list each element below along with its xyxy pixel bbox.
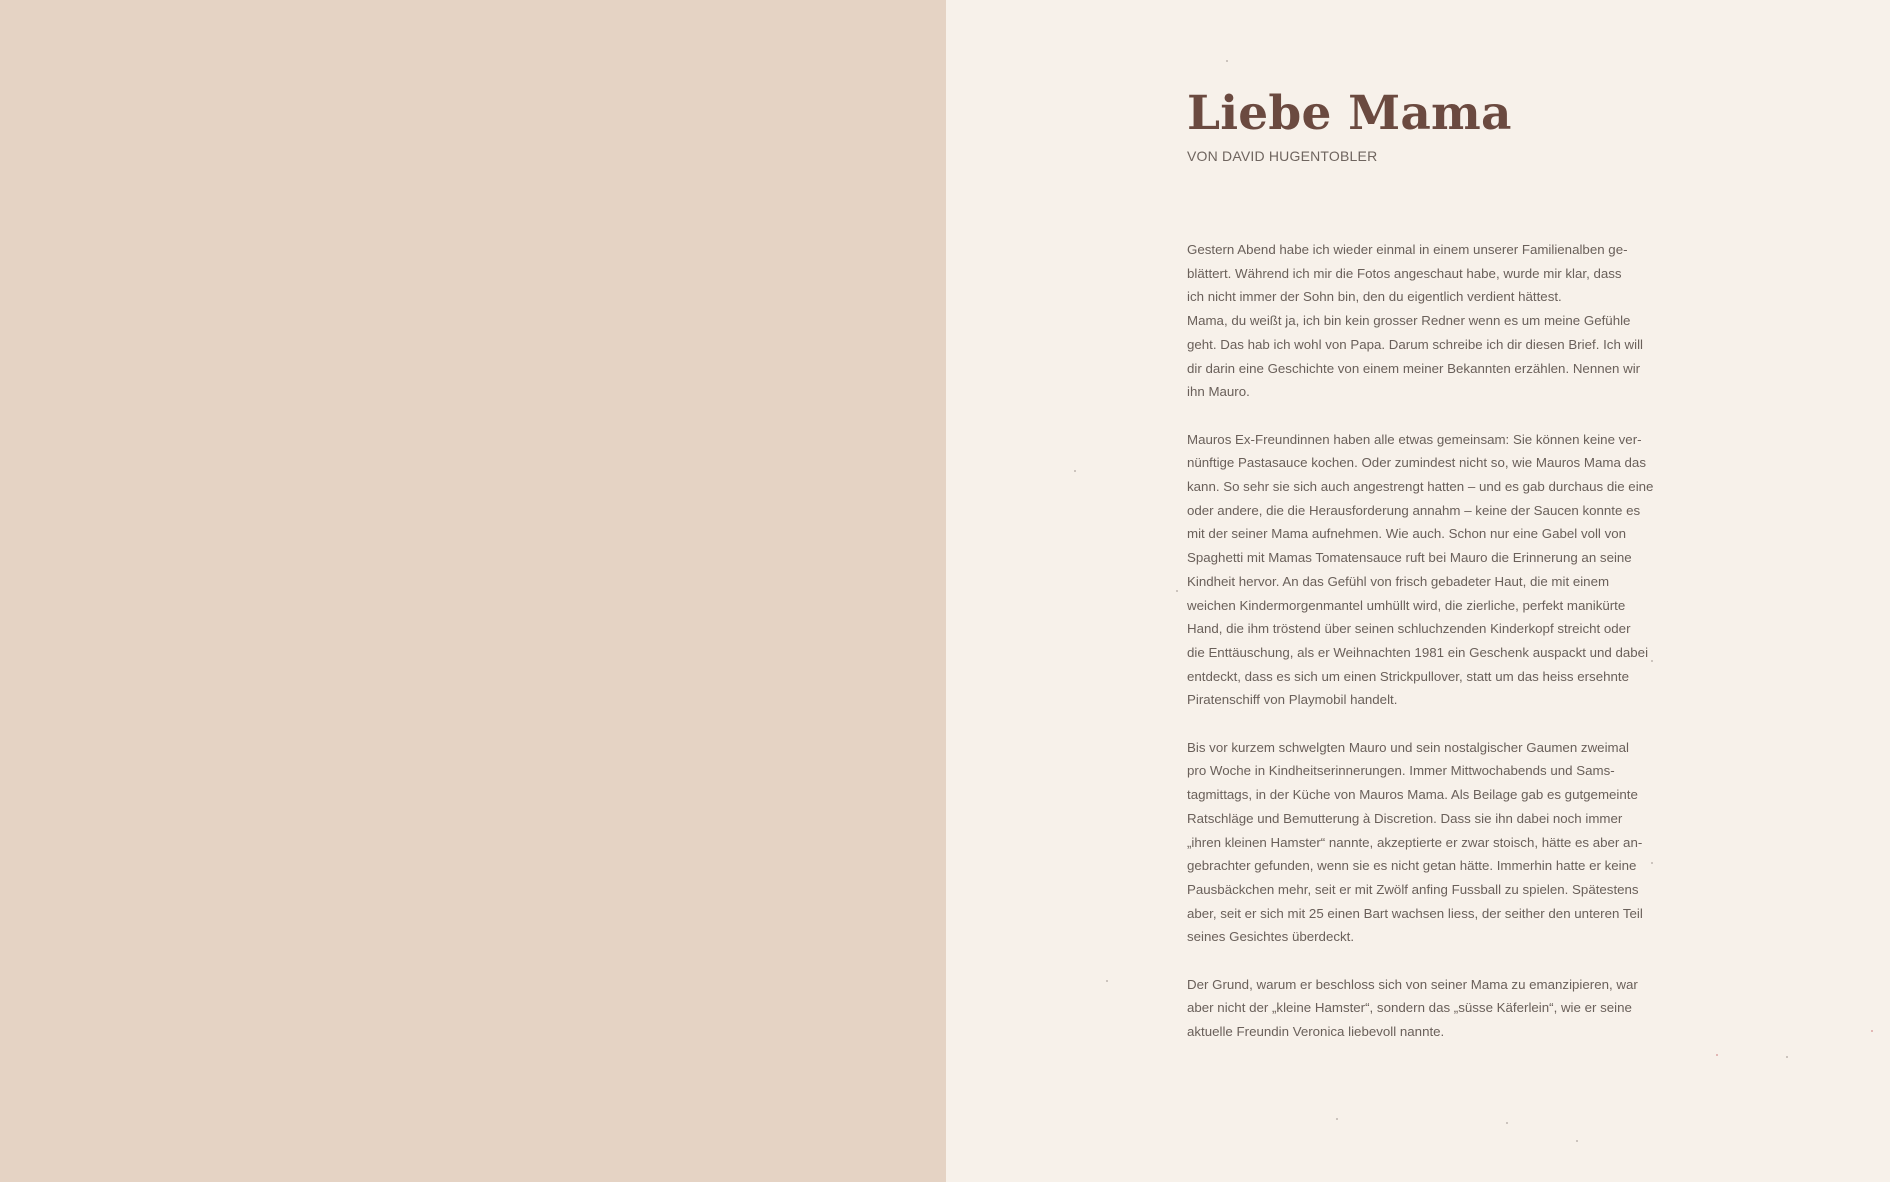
paragraph-line: Spaghetti mit Mamas Tomatensauce ruft bei Mauro die Erinnerung an seine xyxy=(1187,550,1632,566)
paragraph-line: pro Woche in Kindheitserinnerungen. Immer Mittwochabends und Sams- xyxy=(1187,763,1615,779)
paragraph-line: Mama, du weißt ja, ich bin kein grosser Redner wenn es um meine Gefühle xyxy=(1187,313,1631,329)
paper-speckle xyxy=(1576,1140,1578,1142)
paragraph-line: gebrachter gefunden, wenn sie es nicht getan hätte. Immerhin hatte er keine xyxy=(1187,858,1637,874)
paper-speckle xyxy=(1716,1054,1718,1056)
paragraph-line: Kindheit hervor. An das Gefühl von frisch gebadeter Haut, die mit einem xyxy=(1187,573,1610,589)
paragraph-line: blättert. Während ich mir die Fotos angeschaut habe, wurde mir klar, dass xyxy=(1187,265,1622,281)
article-byline: VON DAVID HUGENTOBLER xyxy=(1187,148,1378,164)
paragraph-line: entdeckt, dass es sich um einen Strickpullover, statt um das heiss ersehnte xyxy=(1187,668,1629,684)
paragraph-line: aber nicht der „kleine Hamster“, sondern das „süsse Käferlein“, wie er seine xyxy=(1187,1000,1632,1016)
paper-speckle xyxy=(1336,1118,1338,1120)
paragraph-line: die Enttäuschung, als er Weihnachten 1981 ein Geschenk auspackt und dabei xyxy=(1187,644,1649,660)
paragraph-line: ich nicht immer der Sohn bin, den du eigentlich verdient hättest. xyxy=(1187,289,1562,305)
body-paragraph xyxy=(1187,736,1643,949)
paper-speckle xyxy=(1651,660,1653,662)
paragraph-line: Piratenschiff von Playmobil handelt. xyxy=(1187,692,1398,708)
paragraph-line: Bis vor kurzem schwelgten Mauro und sein nostalgischer Gaumen zweimal xyxy=(1187,739,1629,755)
paragraph-line: seines Gesichtes überdeckt. xyxy=(1187,929,1355,945)
article-title: Liebe Mama xyxy=(1187,86,1512,141)
right-page xyxy=(946,0,1890,1182)
paragraph-line: aber, seit er sich mit 25 einen Bart wachsen liess, der seither den unteren Teil xyxy=(1187,905,1643,921)
paper-speckle xyxy=(1176,590,1178,592)
paragraph-line: Ratschläge und Bemutterung à Discretion. Dass sie ihn dabei noch immer xyxy=(1187,810,1623,826)
article-body xyxy=(1187,238,1654,1044)
article-column xyxy=(1187,84,1654,1068)
paragraph-line: ihn Mauro. xyxy=(1187,384,1250,400)
paper-speckle xyxy=(1226,60,1228,62)
paragraph-line: „ihren kleinen Hamster“ nannte, akzeptierte er zwar stoisch, hätte es aber an- xyxy=(1187,834,1643,850)
paragraph-line: nünftige Pastasauce kochen. Oder zumindest nicht so, wie Mauros Mama das xyxy=(1187,455,1646,471)
paragraph-line: weichen Kindermorgenmantel umhüllt wird, die zierliche, perfekt manikürte xyxy=(1187,597,1626,613)
body-paragraph xyxy=(1187,428,1654,712)
paragraph-line: Mauros Ex-Freundinnen haben alle etwas gemeinsam: Sie können keine ver- xyxy=(1187,431,1642,447)
paper-speckle xyxy=(1871,1030,1873,1032)
paragraph-line: oder andere, die die Herausforderung annahm – keine der Saucen konnte es xyxy=(1187,502,1641,518)
paper-speckle xyxy=(1651,862,1653,864)
paragraph-line: dir darin eine Geschichte von einem meiner Bekannten erzählen. Nennen wir xyxy=(1187,360,1641,376)
paragraph-line: Hand, die ihm tröstend über seinen schluchzenden Kinderkopf streicht oder xyxy=(1187,621,1631,637)
paper-speckle xyxy=(1506,1122,1508,1124)
paragraph-line: geht. Das hab ich wohl von Papa. Darum schreibe ich dir diesen Brief. Ich will xyxy=(1187,336,1644,352)
body-paragraph xyxy=(1187,238,1644,404)
paragraph-line: Pausbäckchen mehr, seit er mit Zwölf anfing Fussball zu spielen. Spätestens xyxy=(1187,881,1639,897)
paragraph-line: aktuelle Freundin Veronica liebevoll nannte. xyxy=(1187,1024,1445,1040)
paper-speckle xyxy=(1786,1056,1788,1058)
paper-speckle xyxy=(1074,470,1076,472)
paragraph-line: mit der seiner Mama aufnehmen. Wie auch. Schon nur eine Gabel voll von xyxy=(1187,526,1627,542)
paragraph-line: Gestern Abend habe ich wieder einmal in einem unserer Familienalben ge- xyxy=(1187,242,1628,257)
paragraph-line: kann. So sehr sie sich auch angestrengt hatten – und es gab durchaus die eine xyxy=(1187,479,1654,495)
paragraph-line: Der Grund, warum er beschloss sich von seiner Mama zu emanzipieren, war xyxy=(1187,976,1638,992)
body-paragraph xyxy=(1187,973,1638,1044)
paper-speckle xyxy=(1106,980,1108,982)
paragraph-line: tagmittags, in der Küche von Mauros Mama. Als Beilage gab es gutgemeinte xyxy=(1187,787,1638,803)
